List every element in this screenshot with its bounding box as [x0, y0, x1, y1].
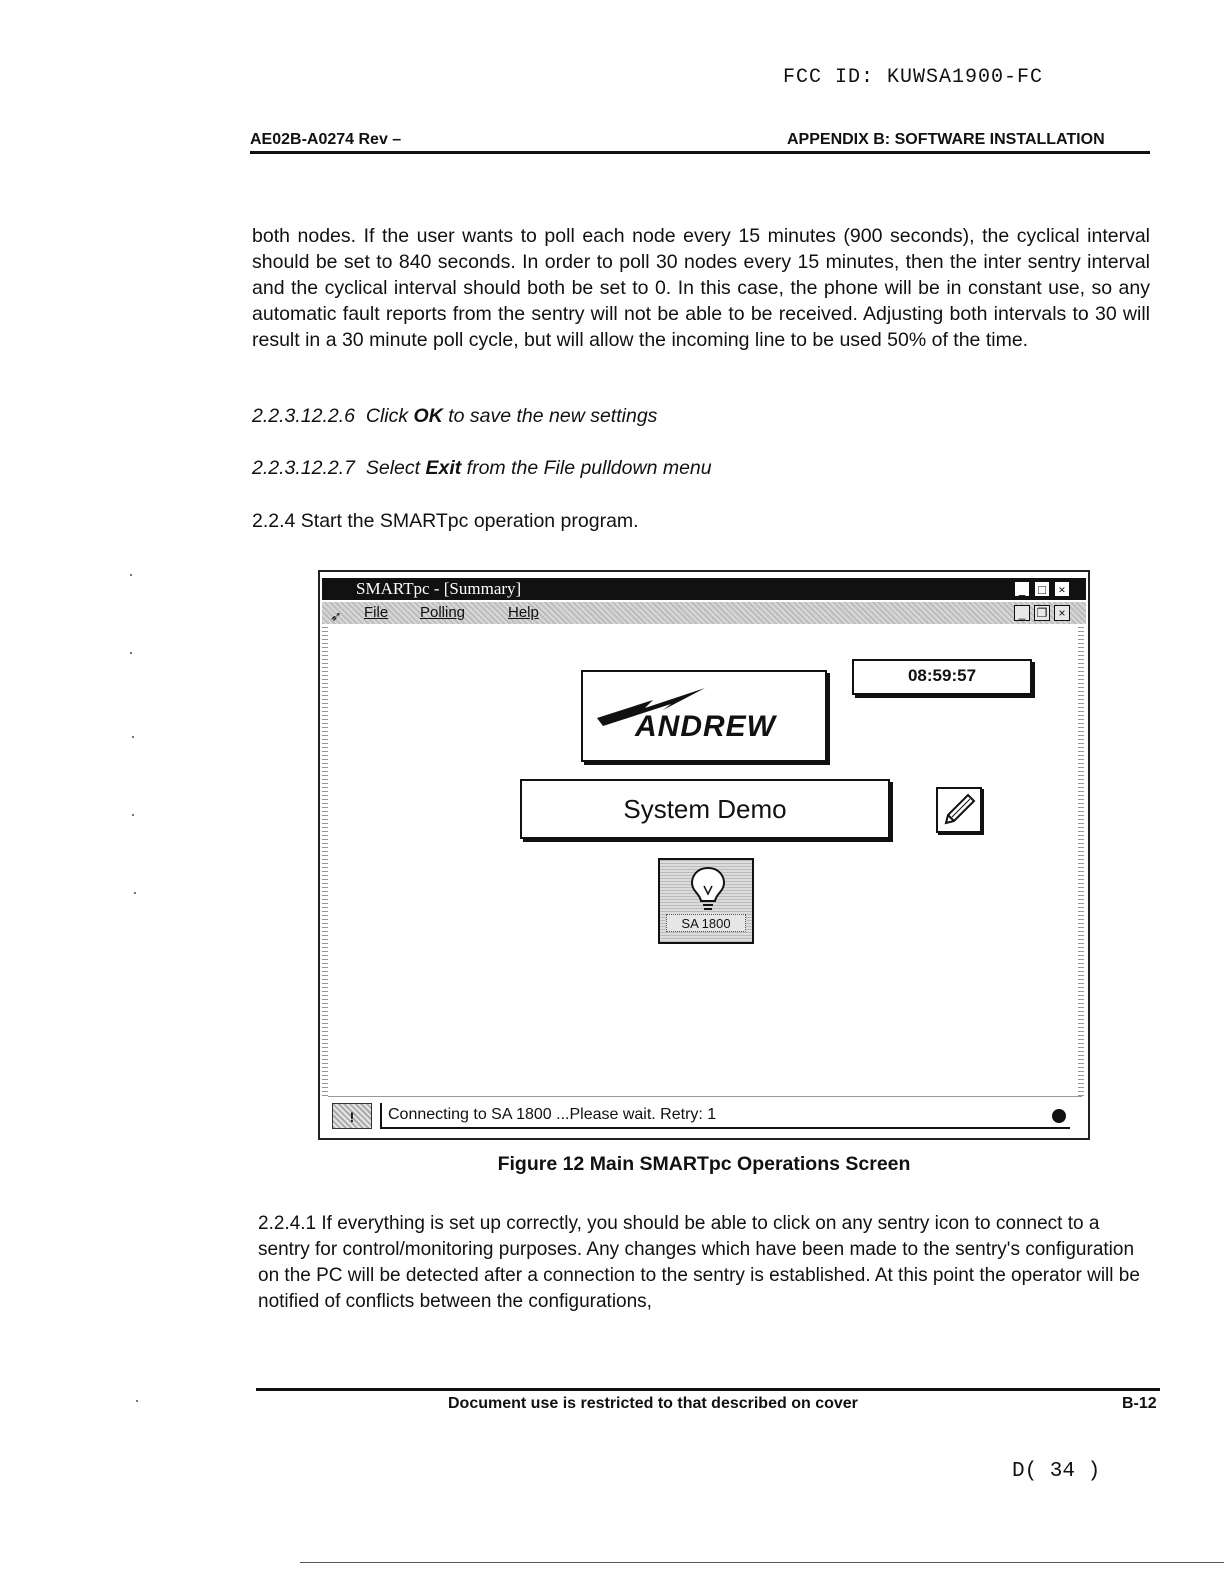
body-paragraph-2: 2.2.4.1 If everything is set up correctly, you should be able to click on any sentry icon to connect to a sentry for control/monitoring purposes. Any changes which have been made to the sentry's configuration on the PC will be detected after a connection to the sentry is established. At this point the operator will be notified of conflicts between the configurations,	[258, 1213, 1140, 1312]
section-title: APPENDIX B: SOFTWARE INSTALLATION	[787, 131, 1105, 148]
clock-display: 08:59:57	[852, 659, 1032, 695]
window-titlebar	[322, 578, 1086, 600]
status-bar	[328, 1096, 1082, 1132]
footer-rule	[256, 1388, 1160, 1391]
doc-minimize-icon[interactable]: _	[1014, 605, 1030, 621]
pencil-icon	[938, 789, 980, 831]
maximize-icon[interactable]: □	[1034, 581, 1050, 597]
step-2-2-3-12-2-6	[252, 405, 657, 428]
step-text-pre: Click	[365, 405, 409, 427]
lightbulb-icon	[688, 864, 728, 914]
handwritten-page-stamp: D( 34 )	[1012, 1460, 1101, 1483]
body-paragraph-1: both nodes. If the user wants to poll each node every 15 minutes (900 seconds), the cyclical interval should be set to 840 seconds. In order to poll 30 nodes every 15 minutes, then the inter sentry interval and the cyclical interval should both be set to 0. In this case, the phone will be in constant use, so any automatic fault reports from the sentry will not be able to be received. Adjusting both intervals to 30 will result in a 30 minute poll cycle, but will allow the incoming line to be used 50% of the time.	[252, 225, 1150, 351]
close-icon[interactable]: ×	[1054, 581, 1070, 597]
smartpc-window	[318, 570, 1090, 1140]
footer-notice: Document use is restricted to that described on cover	[448, 1395, 858, 1412]
step-text-post: to save the new settings	[448, 405, 658, 427]
client-left-edge	[322, 626, 328, 1096]
scan-speck	[130, 652, 132, 654]
figure-caption: Figure 12 Main SMARTpc Operations Screen	[497, 1153, 911, 1175]
scan-speck	[136, 1400, 138, 1402]
doc-close-icon[interactable]: ×	[1054, 605, 1070, 621]
minimize-icon[interactable]: _	[1014, 581, 1030, 597]
doc-number: AE02B-A0274 Rev –	[250, 131, 402, 148]
step-text-pre: Select	[365, 457, 421, 479]
step-keyword: Exit	[425, 457, 462, 479]
step-number: 2.2.3.12.2.7	[252, 457, 356, 479]
status-led-icon	[1052, 1109, 1066, 1123]
scan-edge-line	[300, 1562, 1224, 1563]
scan-speck	[132, 736, 134, 738]
step-keyword: OK	[413, 405, 443, 427]
sentry-label: SA 1800	[666, 914, 746, 932]
page-number: B-12	[1122, 1395, 1157, 1412]
step-text-post: from the File pulldown menu	[466, 457, 712, 479]
doc-restore-icon[interactable]: ❐	[1034, 605, 1050, 621]
header-rule	[250, 151, 1150, 154]
menu-file[interactable]: File	[364, 604, 389, 621]
app-logo-icon: ➶	[330, 608, 342, 624]
menu-polling[interactable]: Polling	[420, 604, 466, 621]
edit-pencil-button[interactable]	[936, 787, 982, 833]
menu-help[interactable]: Help	[508, 604, 539, 621]
scan-speck	[134, 892, 136, 894]
andrew-logo	[581, 670, 827, 762]
client-right-edge	[1078, 626, 1084, 1096]
status-alert-icon: !	[332, 1103, 372, 1129]
scan-speck	[130, 574, 132, 576]
fcc-id: FCC ID: KUWSA1900-FC	[783, 66, 1044, 89]
sentry-icon-sa1800[interactable]	[658, 858, 754, 944]
status-message: Connecting to SA 1800 ...Please wait. Retry: 1	[380, 1103, 1070, 1129]
step-number: 2.2.3.12.2.6	[252, 405, 356, 427]
system-name-display: System Demo	[520, 779, 890, 839]
scan-speck	[132, 814, 134, 816]
step-2-2-4: 2.2.4 Start the SMARTpc operation program.	[252, 510, 639, 532]
window-title: SMARTpc - [Summary]	[356, 579, 522, 598]
logo-text: ANDREW	[635, 710, 776, 743]
step-2-2-3-12-2-7	[252, 457, 712, 480]
menu-bar	[322, 602, 1086, 624]
